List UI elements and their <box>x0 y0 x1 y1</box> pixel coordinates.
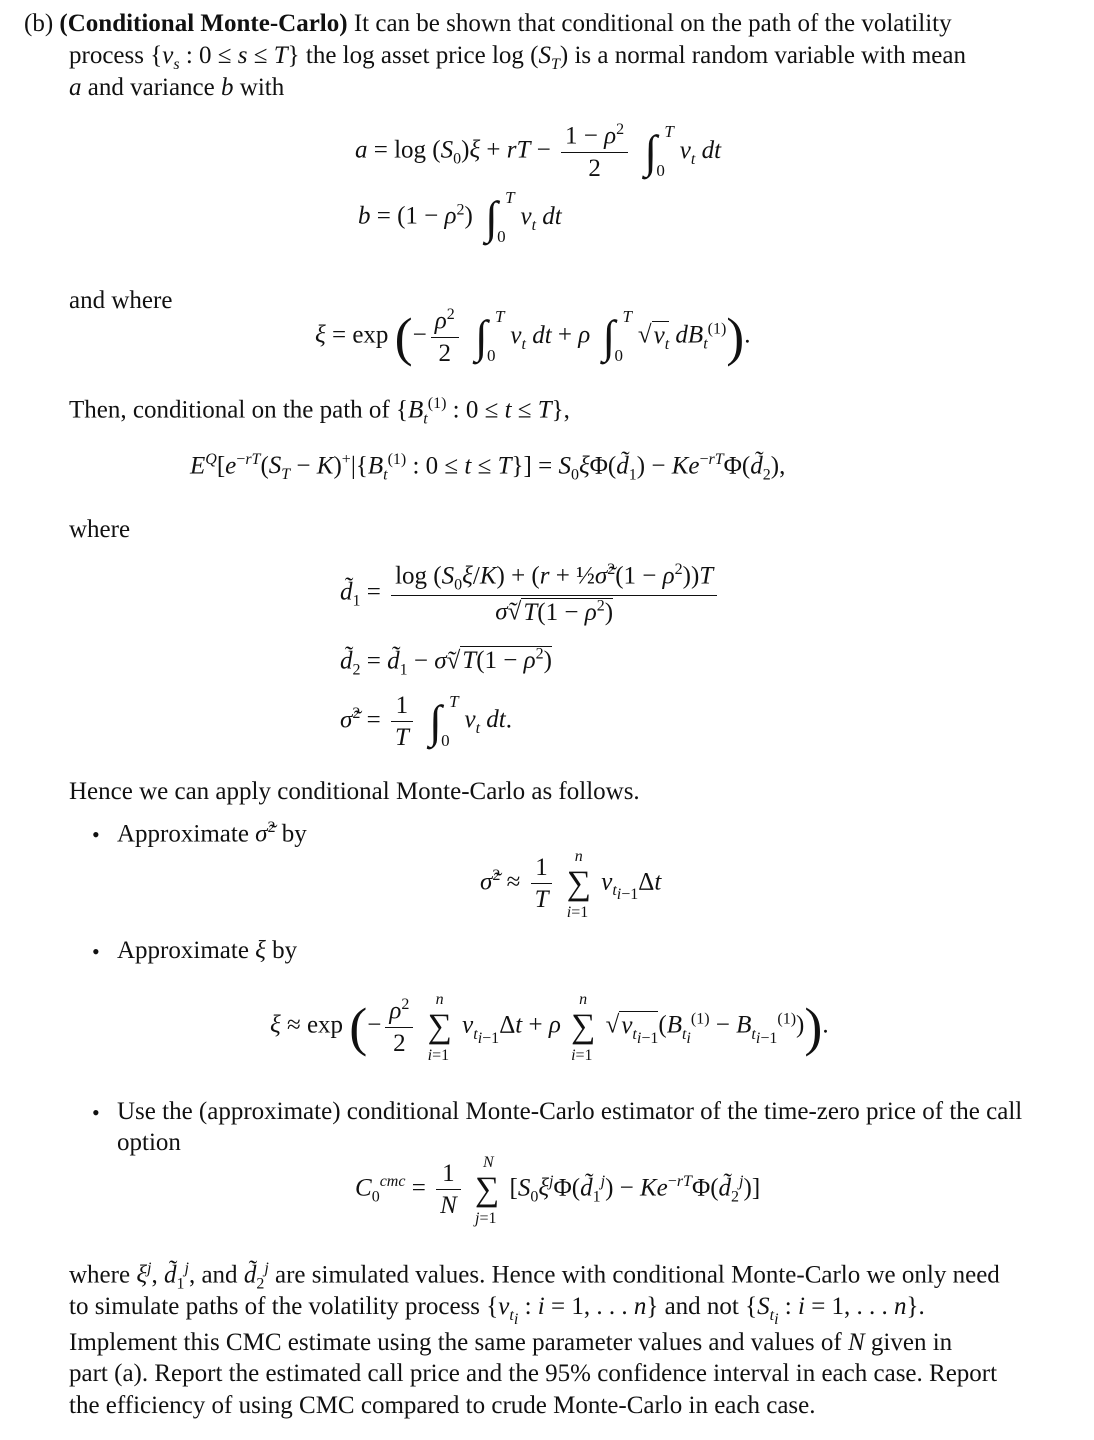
equation-cmc: $C_0^{cmc}$ = $\frac{1}{N}$ ∑ N j=1 [$S_0\xi^j\Phi(d̃_1^j)$ − $Ke^{-rT}\Phi(d̃_2^j)$] <box>355 1153 761 1227</box>
equation-a: $a = \log (S_0)\xi$ + rT − $\frac{1 - \rho^2}{2}$ ∫ T 0 $v_t$ dt <box>355 120 721 184</box>
vol-process-set: {$v_s$ : 0 ≤ s ≤ T} <box>150 42 300 73</box>
equation-sigma: σ̃$^2$ = $\frac{1}{T}$ ∫ T 0 $v_t$ dt. <box>340 690 512 754</box>
final-line-1: where $\xi^j$, $d̃_1^j$, and $d̃_2^j$ are simulated values. Hence with conditional Monte-Carlo we only need <box>69 1260 1000 1293</box>
bullet-1-text: Approximate σ̃$^2$ by <box>117 819 307 848</box>
intro-line-1 <box>24 8 952 39</box>
bullet-3-marker: • <box>92 1100 100 1125</box>
equation-d1: $d̃_1$ = $\frac{\log (S_0\xi/K) + (r + \frac{1}{2}\sigmã^2(1 - \rho^2))T}{\sigmã√T(1 - \rho^2)}$ <box>340 560 721 628</box>
final-line-4: part (a). Report the estimated call price and the 95% confidence interval in each case. Report <box>69 1360 998 1387</box>
then-line: Then, conditional on the path of {$B_t^{(1)}$ : 0 ≤ t ≤ T}, <box>69 395 570 428</box>
final-line-2: to simulate paths of the volatility process {$v_{t_i}$ : i = 1, . . . n} and not {$S_{t_i}$ : i = 1, . . . n}. <box>69 1293 925 1329</box>
part-label: (b) <box>24 10 54 37</box>
intro-line-3: a and variance b with <box>69 74 285 101</box>
equation-xi: ξ = exp (− $\frac{\rho^2}{2}$ ∫ T 0 $v_t$ dt + ρ ∫ T 0 $√v_t$ $dB_t^{(1)}$). <box>315 306 751 367</box>
hence-text: Hence we can apply conditional Monte-Carlo as follows. <box>69 778 640 805</box>
equation-expectation: $E^Q[e^{-rT}(S_T - K)^+|\{B_t^{(1)}$ : $0 \le t \le T\}] = S_0\xi\Phi(d̃_1)$ − $Ke^{-rT}\Phi(d̃_2)$, <box>190 451 786 484</box>
bullet-2-marker: • <box>92 939 100 964</box>
where-text: where <box>69 516 131 543</box>
part-title: (Conditional Monte-Carlo) <box>59 10 348 37</box>
final-line-3: Implement this CMC estimate using the same parameter values and values of N given in <box>69 1329 953 1356</box>
bullet-3-line-2: option <box>117 1129 181 1156</box>
bullet-3-line-1: Use the (approximate) conditional Monte-Carlo estimator of the time-zero price of the call <box>117 1098 1023 1125</box>
and-where-text: and where <box>69 287 173 314</box>
equation-sigma-approx: σ̃$^2$ ≈ $\frac{1}{T}$ ∑ n i=1 $v_{t_{i-1}}\Delta t$ <box>480 847 662 921</box>
equation-d2: $d̃_2$ = $d̃_1$ − σ̃√T(1 − $\rho^2$) <box>340 646 552 679</box>
intro-line-2: process {$v_s$ : 0 ≤ s ≤ T} the log asset price $\log (S_T)$ is a normal random variable with mean <box>69 42 966 73</box>
final-line-5: the efficiency of using CMC compared to crude Monte-Carlo in each case. <box>69 1392 816 1419</box>
equation-xi-approx: ξ ≈ exp (− $\frac{\rho^2}{2}$ ∑ n i=1 $v_{t_{i-1}}\Delta t + \rho$ ∑ n i=1 $√v_{t_{i-1}}(B_{t_i}^{(1)} - B_{t_{i-1}}^{(1)})$). <box>270 990 829 1064</box>
equation-b: $b = (1 - \rho^2)$ ∫ T 0 $v_t$ dt <box>358 188 562 246</box>
log-st: $\log (S_T)$ <box>491 42 569 73</box>
bullet-1-marker: • <box>92 822 100 847</box>
intro-text-1: It can be shown that conditional on the path of the volatility <box>353 10 952 37</box>
bullet-2-text: Approximate ξ by <box>117 937 298 964</box>
